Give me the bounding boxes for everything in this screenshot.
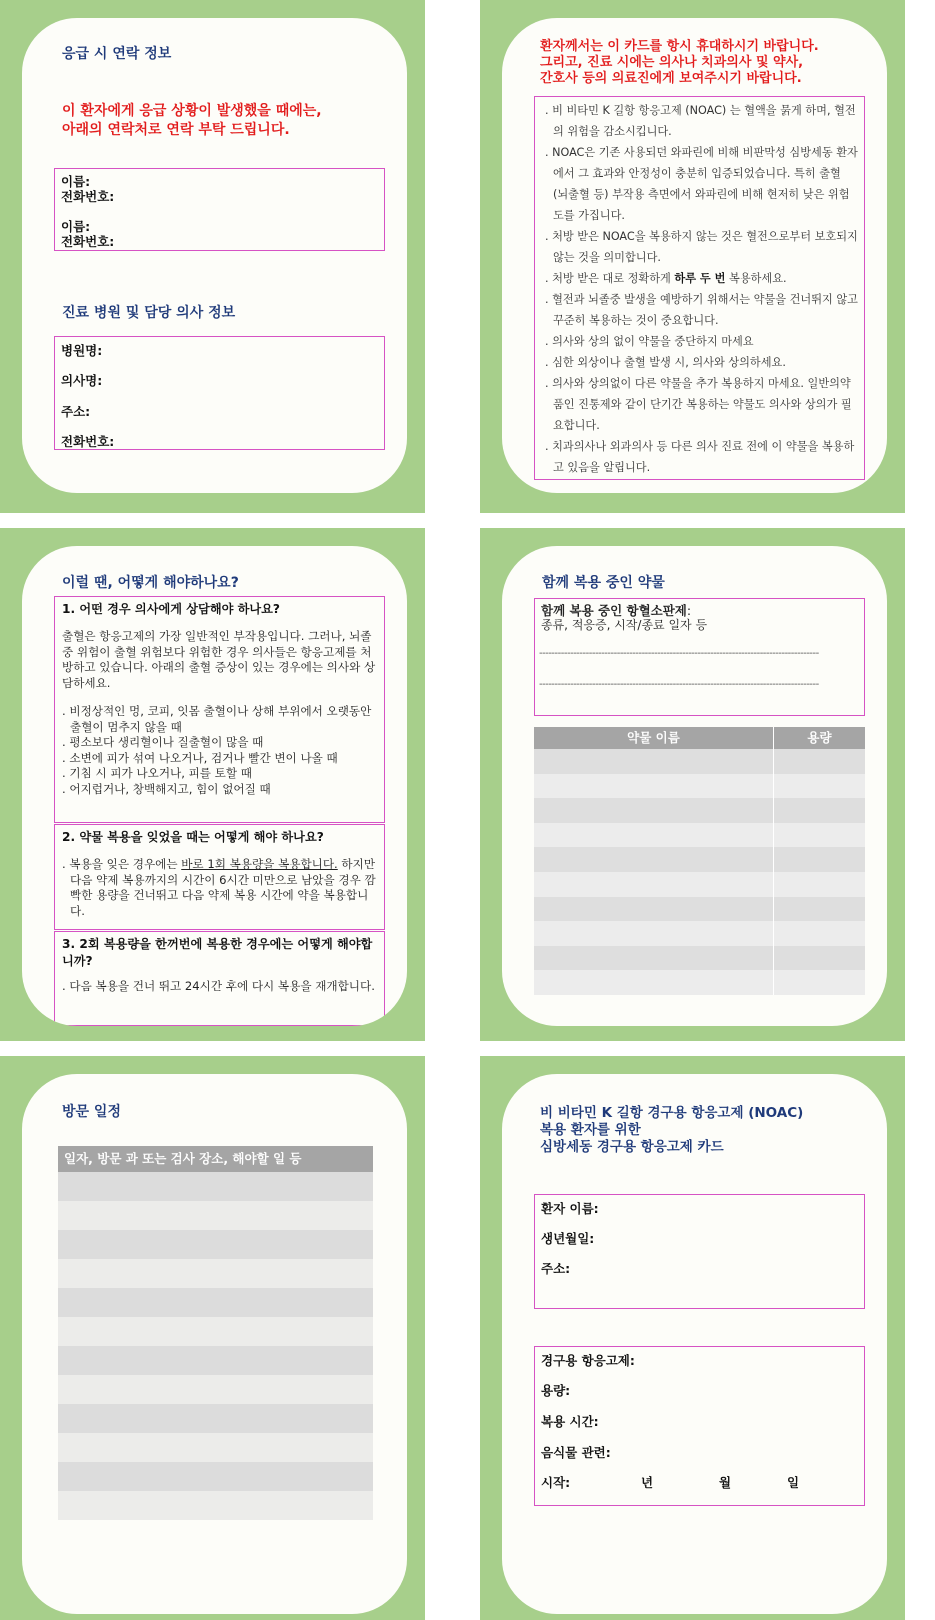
- start-date-row: [541, 1473, 841, 1491]
- faq-q1-bullet: . 비정상적인 멍, 코피, 잇몸 출혈이나 상해 부위에서 오랫동안 출혈이 멈추지 않을 때: [62, 704, 372, 734]
- faq-q1-bullet: . 평소보다 생리혈이나 질출혈이 많을 때: [62, 735, 264, 749]
- hospital-info-box: [54, 336, 385, 450]
- faq-q3-heading: 3. 2회 복용량을 한꺼번에 복용한 경우에는 어떻게 해야합니까?: [62, 937, 373, 968]
- start-label: 시작:: [541, 1475, 571, 1490]
- month-label: 월: [719, 1475, 732, 1490]
- cover-title-line2: 복용 환자를 위한: [540, 1122, 641, 1138]
- cover-title-line3: 심방세동 경구용 항응고제 카드: [540, 1139, 724, 1155]
- emergency-card-panel: [0, 0, 425, 513]
- faq-q3-box: [54, 931, 385, 1026]
- visits-table-body: [58, 1172, 373, 1520]
- food-label: 음식물 관련:: [541, 1445, 611, 1460]
- emergency-title: 응급 시 연락 정보: [62, 46, 172, 62]
- visits-table-header: 일자, 방문 과 또는 검사 장소, 해야할 일 등: [58, 1146, 373, 1172]
- meds-column-divider: [773, 749, 774, 995]
- contact2-name-label: 이름:: [61, 219, 91, 234]
- table-row: [534, 774, 865, 799]
- bullet-text: 복용하세요.: [725, 272, 787, 285]
- medication-info-box: [534, 1346, 865, 1506]
- patient-info-box: [534, 1194, 865, 1309]
- faq-q1-box: [54, 596, 385, 823]
- table-row: [58, 1259, 373, 1288]
- dose-label: 용량:: [541, 1383, 571, 1398]
- faq-q1-heading: 1. 어떤 경우 의사에게 상담해야 하나요?: [62, 602, 280, 616]
- meds-col-name: 약물 이름: [534, 727, 774, 749]
- bullet-text: . 처방 받은 대로 정확하게: [545, 272, 675, 285]
- patient-address-label: 주소:: [541, 1261, 571, 1276]
- faq-card-panel: [0, 528, 425, 1041]
- faq-q2-text: [62, 857, 377, 919]
- contact1-name-label: 이름:: [61, 174, 91, 189]
- faq-q2-heading: 2. 약물 복용을 잊었을 때는 어떻게 해야 하나요?: [62, 830, 324, 844]
- anticoagulant-label: 경구용 항응고제:: [541, 1353, 635, 1368]
- notice-bullet: . 심한 외상이나 출혈 발생 시, 의사와 상의하세요.: [545, 356, 786, 369]
- antiplatelet-dash-line: ------------------------------------------------------------------------------------------: [539, 679, 819, 690]
- doctor-name-label: 의사명:: [61, 373, 103, 388]
- faq-q1-bullet: . 어지럽거나, 창백해지고, 힘이 없어질 때: [62, 781, 271, 796]
- antiplatelet-subtext: 종류, 적응증, 시작/종료 일자 등: [541, 618, 708, 632]
- antiplatelet-box: [534, 598, 865, 716]
- notice-card: [502, 18, 887, 493]
- table-row: [534, 798, 865, 823]
- meds-col-dose: 용량: [807, 730, 832, 745]
- table-row: [58, 1491, 373, 1520]
- contact1-phone-label: 전화번호:: [61, 189, 115, 204]
- table-row: [534, 897, 865, 922]
- table-row: [58, 1288, 373, 1317]
- notice-header-line3: 간호사 등의 의료진에게 보여주시기 바랍니다.: [540, 71, 802, 86]
- notice-bullet: . NOAC은 기존 사용되던 와파린에 비해 비판막성 심방세동 환자에서 그 효과와 안정성이 충분히 입증되었습니다. 특히 출혈 (뇌출혈 등) 부작용 측면에서 와파린에 비해 현저히 낮은 위험도를 가집니다.: [545, 146, 858, 222]
- antiplatelet-colon: :: [686, 603, 692, 618]
- emergency-alert-line1: 이 환자에게 응급 상황이 발생했을 때에는,: [62, 103, 322, 119]
- dosing-time-label: 복용 시간:: [541, 1414, 599, 1429]
- notice-bullet: . 혈전과 뇌졸중 발생을 예방하기 위해서는 약물을 건너뛰지 않고 꾸준히 복용하는 것이 중요합니다.: [545, 293, 858, 327]
- meds-card-panel: [480, 528, 905, 1041]
- table-row: [58, 1201, 373, 1230]
- visits-card: [22, 1074, 407, 1614]
- table-row: [58, 1346, 373, 1375]
- emergency-card: [22, 18, 407, 493]
- table-row: [58, 1462, 373, 1491]
- cover-title-line1: 비 비타민 K 길항 경구용 항응고제 (NOAC): [540, 1105, 804, 1121]
- contact2-phone-label: 전화번호:: [61, 234, 115, 249]
- hospital-name-label: 병원명:: [61, 343, 103, 358]
- table-row: [534, 921, 865, 946]
- faq-q2-text-pre: . 복용을 잊은 경우에는: [62, 857, 182, 871]
- meds-title: 함께 복용 중인 약물: [542, 575, 665, 591]
- hospital-info-title: 진료 병원 및 담당 의사 정보: [62, 305, 236, 321]
- bullet-emphasis: 하루 두 번: [674, 272, 726, 285]
- faq-q1-bullet: . 소변에 피가 섞여 나오거나, 검거나 빨간 변이 나올 때: [62, 750, 338, 765]
- faq-q2-box: [54, 824, 385, 930]
- faq-q2-text-post: 하지만 다음 약제 복용까지의 시간이 6시간 미만으로 남았을 경우 깜빡한 용량을 건너뛰고 다음 약제 복용 시간에 약을 복용합니다.: [70, 857, 376, 918]
- table-row: [58, 1172, 373, 1201]
- table-row: [534, 749, 865, 774]
- faq-q2-text-underlined: 바로 1회 복용량을 복용합니다.: [181, 857, 338, 871]
- notice-bullet: . 비 비타민 K 길항 항응고제 (NOAC) 는 혈액을 묽게 하며, 혈전의 위험을 감소시킵니다.: [545, 104, 856, 138]
- table-row: [58, 1317, 373, 1346]
- antiplatelet-dash-line: ------------------------------------------------------------------------------------------: [539, 648, 819, 659]
- emergency-alert-line2: 아래의 연락처로 연락 부탁 드립니다.: [62, 122, 290, 138]
- notice-bullets-box: [534, 96, 865, 480]
- faq-q3-text: . 다음 복용을 건너 뛰고 24시간 후에 다시 복용을 재개합니다.: [62, 979, 375, 993]
- cover-card: [502, 1074, 887, 1614]
- table-row: [534, 872, 865, 897]
- notice-bullet: . 치과의사나 외과의사 등 다른 의사 진료 전에 이 약물을 복용하고 있음을 알립니다.: [545, 440, 855, 474]
- visits-title: 방문 일정: [62, 1104, 121, 1120]
- cover-card-panel: [480, 1056, 905, 1620]
- notice-bullet-twice-daily: [539, 268, 858, 289]
- notice-card-panel: [480, 0, 905, 513]
- table-row: [534, 847, 865, 872]
- notice-bullet: . 처방 받은 NOAC을 복용하지 않는 것은 혈전으로부터 보호되지 않는 것을 의미합니다.: [545, 230, 858, 264]
- table-row: [58, 1404, 373, 1433]
- emergency-contacts-box: [54, 168, 385, 251]
- meds-table-header: [534, 727, 865, 749]
- faq-title: 이럴 땐, 어떻게 해야하나요?: [62, 575, 239, 591]
- birthdate-label: 생년월일:: [541, 1231, 595, 1246]
- day-label: 일: [787, 1475, 800, 1490]
- meds-table-body: [534, 749, 865, 995]
- table-row: [534, 823, 865, 848]
- notice-header-line1: 환자께서는 이 카드를 항시 휴대하시기 바랍니다.: [540, 39, 819, 54]
- table-row: [58, 1433, 373, 1462]
- notice-header-line2: 그리고, 진료 시에는 의사나 치과의사 및 약사,: [540, 55, 804, 70]
- faq-card: [22, 546, 407, 1026]
- visits-card-panel: [0, 1056, 425, 1620]
- antiplatelet-label: 함께 복용 중인 항혈소판제: [541, 603, 687, 618]
- notice-bullet: . 의사와 상의 없이 약물을 중단하지 마세요: [545, 335, 754, 348]
- faq-q1-bullet: . 기침 시 피가 나오거나, 피를 토할 때: [62, 766, 252, 780]
- patient-name-label: 환자 이름:: [541, 1201, 599, 1216]
- table-row: [534, 970, 865, 995]
- table-row: [58, 1230, 373, 1259]
- notice-bullet: . 의사와 상의없이 다른 약물을 추가 복용하지 마세요. 일반의약품인 진통제와 같이 단기간 복용하는 약물도 의사와 상의가 필요합니다.: [545, 377, 852, 432]
- hospital-address-label: 주소:: [61, 404, 91, 419]
- table-row: [58, 1375, 373, 1404]
- faq-q1-text: 출혈은 항응고제의 가장 일반적인 부작용입니다. 그러나, 뇌졸중 위험이 출혈 위험보다 위험한 경우 의사들은 항응고제를 처방하고 있습니다. 아래의 출혈 증상이 있는 경우에는 의사와 상담하세요.: [62, 629, 376, 690]
- antiplatelet-label-row: [541, 601, 691, 619]
- meds-card: [502, 546, 887, 1026]
- hospital-phone-label: 전화번호:: [61, 434, 115, 449]
- table-row: [534, 946, 865, 971]
- year-label: 년: [641, 1475, 654, 1490]
